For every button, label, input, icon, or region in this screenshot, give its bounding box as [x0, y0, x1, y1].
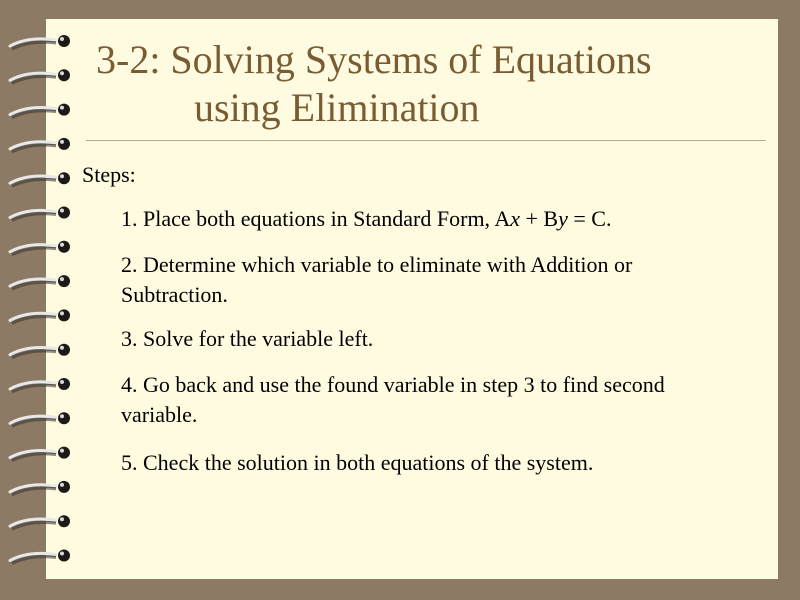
title-divider [86, 140, 766, 141]
step-1-text-a: 1. Place both equations in Standard Form, A [121, 206, 511, 231]
spiral-ring-icon [10, 35, 70, 49]
step-1-text-b: + B [520, 206, 559, 231]
step-4: 4. Go back and use the found variable in step 3 to find second variable. [121, 372, 665, 427]
step-3: 3. Solve for the variable left. [121, 326, 374, 351]
step-1-var-x: x [510, 206, 520, 231]
steps-list [121, 204, 741, 494]
step-1 [121, 204, 741, 234]
spiral-ring-icon [10, 412, 70, 426]
spiral-ring-icon [10, 275, 70, 289]
step-1-text-c: = C. [567, 206, 612, 231]
spiral-ring-icon [10, 138, 70, 152]
step-1-var-y: y [558, 206, 568, 231]
spiral-ring-icon [10, 481, 70, 495]
title-line-1: 3-2: Solving Systems of Equations [96, 37, 652, 82]
spiral-ring-icon [10, 241, 70, 255]
spiral-ring-icon [10, 550, 70, 564]
spiral-ring-icon [10, 207, 70, 221]
spiral-ring-icon [10, 69, 70, 83]
spiral-ring-icon [10, 378, 70, 392]
slide-title [96, 36, 652, 132]
steps-label: Steps: [82, 162, 136, 187]
spiral-ring-icon [10, 515, 70, 529]
spiral-ring-icon [10, 344, 70, 358]
title-line-2: using Elimination [194, 85, 480, 130]
spiral-ring-icon [10, 104, 70, 118]
spiral-ring-icon [10, 309, 70, 323]
spiral-ring-icon [10, 172, 70, 186]
spiral-binding-icon [0, 0, 90, 600]
step-5: 5. Check the solution in both equations of the system. [121, 450, 594, 475]
spiral-ring-icon [10, 447, 70, 461]
step-2: 2. Determine which variable to eliminate with Addition or Subtraction. [121, 252, 633, 307]
